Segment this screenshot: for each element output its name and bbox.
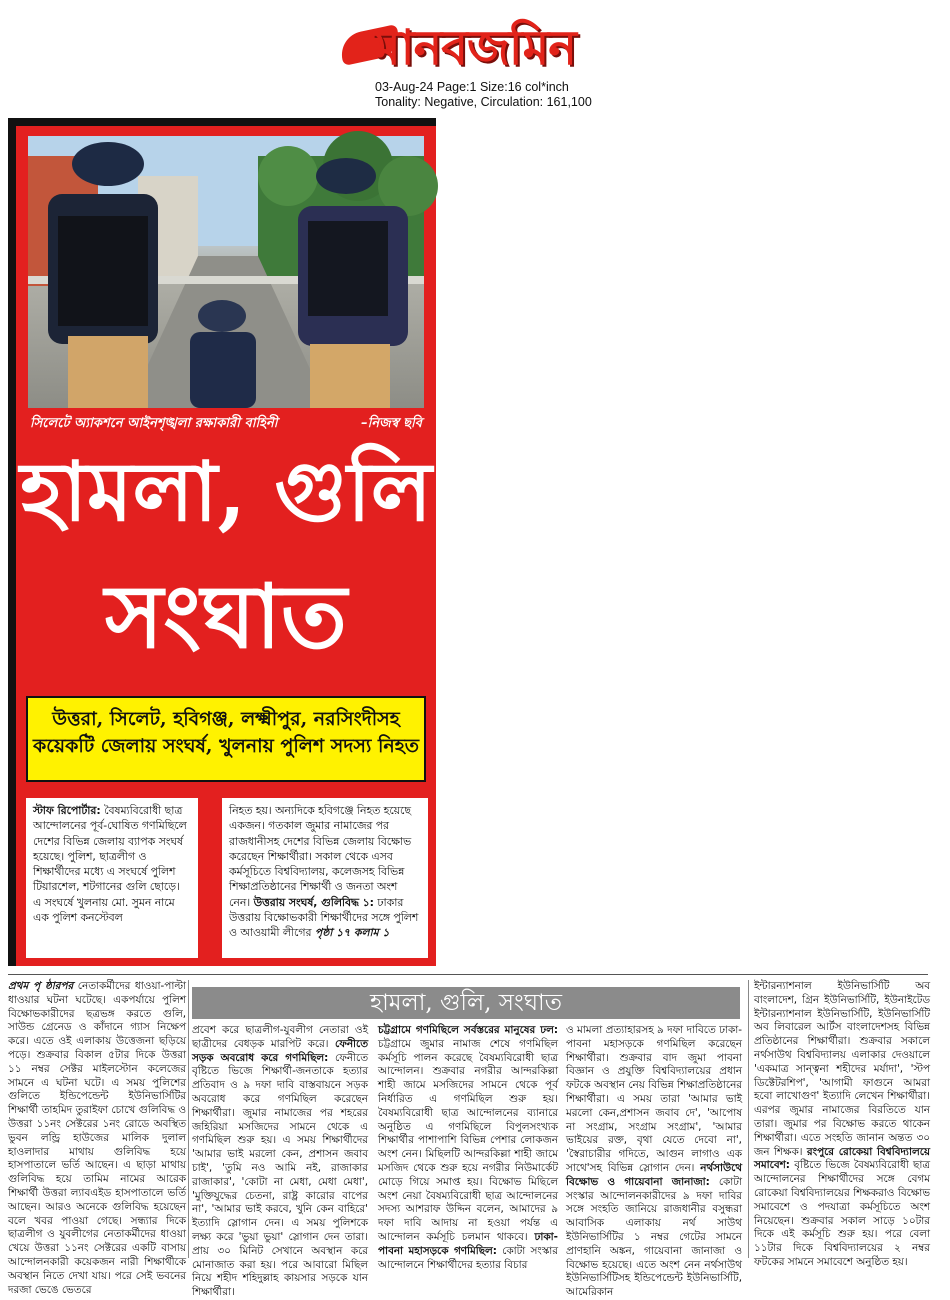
meta-size-line: 03-Aug-24 Page:1 Size:16 col*inch: [375, 80, 569, 94]
inner-col3-subtext-2: কোটা সংস্কার আন্দোলনে শিক্ষার্থীদের হত্যার বিচার: [378, 1244, 558, 1271]
subheadline-box: [26, 696, 426, 782]
column-rule: [188, 980, 189, 1258]
inner-column-4: [566, 1024, 742, 1299]
inner-col4-text: ও মামলা প্রত্যাহারসহ ৯ দফা দাবিতে ঢাকা-পাবনা মহাসড়কে গণমিছিল করেছেন শিক্ষার্থীরা। শুক্রবার বাদ জুমা পাবনা বিজ্ঞান ও প্রযুক্তি বিশ্ববিদ্যালয়ের প্রধান ফটকে অবস্থান নেয় বিভিন্ন শিক্ষাপ্রতিষ্ঠানের শিক্ষার্থীরা। এ সময় তারা 'আমার ভাই মরলো কেন,প্রশাসন জবাব দে', 'আপোষ না সংগ্রাম, সংগ্রাম সংগ্রাম', 'আমার ভাইয়ের রক্ত, বৃথা যেতে দেবো না', 'স্বৈরাচারীর গদিতে, আগুন লাগাও এক সাথে'সহ বিভিন্ন স্লোগান দেন।: [566, 1024, 742, 1174]
column-rule: [748, 980, 749, 1258]
photo-caption: [30, 414, 422, 435]
continuation-lead: প্রথম পৃ ষ্ঠারপর: [8, 980, 74, 992]
headline-line-2: সংঘাত: [105, 564, 347, 668]
section-divider: [8, 974, 928, 975]
inner-col5-subhead: রংপুরে রোকেয়া বিশ্ববিদ্যালয়ে সমাবেশ:: [754, 1145, 930, 1172]
headline-line-1: হামলা, গুলি: [20, 444, 432, 540]
inner-col2-text: প্রবেশ করে ছাত্রলীগ-যুবলীগ নেতারা ওই ছাত্রীদের বেধড়ক মারপিট করে।: [192, 1024, 368, 1050]
front-col2-subhead: উত্তরায় সংঘর্ষ, গুলিবিদ্ধ ১:: [253, 895, 374, 909]
inner-column-5: [754, 980, 930, 1268]
front-page-red-panel: [16, 126, 436, 966]
subheadline-line-1: উত্তরা, সিলেট, হবিগঞ্জ, লক্ষ্মীপুর, নরসিংদীসহ: [52, 708, 400, 730]
photo-caption-text: সিলেটে অ্যাকশনে আইনশৃঙ্খলা রক্ষাকারী বাহিনী: [30, 416, 278, 431]
inner-col4-subtext: কোটা সংস্কার আন্দোলনকারীদের ৯ দফা দাবির সঙ্গে সংহতি জানিয়ে রাজধানীর বসুন্ধরা আবাসিক এলাকায় নর্থ সাউথ ইউনিভার্সিটির ১ নম্বর গেটের সামনে প্রাণহানি অঙ্কন, গায়েবানা জানাজা ও বিক্ষোভ হয়েছে। এতে অংশ নেন নর্থসাউথ ইউনিভার্সিটিসহ ইন্ডিপেন্ডেন্ট ইউনিভার্সিটি, আমেরিকান: [566, 1175, 742, 1299]
inner-column-2: [192, 1024, 368, 1299]
front-col1-text: বৈষম্যবিরোধী ছাত্র আন্দোলনের পূর্ব-ঘোষিত গণমিছিলে দেশের বিভিন্ন জেলায় ব্যাপক সংঘর্ষ হয়েছে। পুলিশ, ছাত্রলীগ ও শিক্ষার্থীদের মধ্যে এ সংঘর্ষে পুলিশ টিয়ারশেল, শটগানের গুলি ছোড়ে। এ সংঘর্ষে খুলনায় মো. সুমন নামে এক পুলিশ কনস্টেবল: [33, 804, 187, 925]
meta-tonality-line: Tonality: Negative, Circulation: 161,100: [375, 95, 592, 109]
inner-col4-subhead: নর্থসাউথে বিক্ষোভ ও গায়েবানা জানাজা:: [566, 1161, 742, 1188]
continuation-banner: হামলা, গুলি, সংঘাত: [192, 987, 740, 1019]
clipping-meta: [375, 80, 592, 110]
logo-text: মানবজমিন: [374, 20, 576, 76]
jump-line: পৃষ্ঠা ১৭ কলাম ১: [314, 926, 390, 940]
inner-col5-text: ইন্টারন্যাশনাল ইউনিভার্সিটি অব বাংলাদেশ, গ্রিন ইউনিভার্সিটি, ইউনাইটেড ইন্টারন্যাশনাল ইউনিভার্সিটি, ইউনিভার্সিটি অব লিবারেল আর্টস বাংলাদেশসহ বিভিন্ন প্রতিষ্ঠানের শিক্ষার্থীরা। শুক্রবার সকালে নর্থসাউথ বিশ্ববিদ্যালয় এলাকার দেওয়ালে 'একমাত্র সান্ত্বনা শহীদের মর্যাদা', 'স্টপ ডিক্টেটরশিপ', 'আগামী ফাগুনে আমরা হবো লাখোগুণ' ইত্যাদি লেখেন শিক্ষার্থীরা। এরপর জুমার নামাজের বিরতিতে যান তারা। জুমার পর বিক্ষোভ করতে থাকেন শিক্ষার্থীরা। এতে সংহতি জানান অন্তত ৩০ জন শিক্ষক।: [754, 980, 930, 1158]
newspaper-logo: [340, 12, 620, 74]
inner-column-3: [378, 1024, 558, 1271]
subheadline-line-2: কয়েকটি জেলায় সংঘর্ষ, খুলনায় পুলিশ সদস্য নিহত: [32, 735, 420, 757]
photo-credit: –নিজস্ব ছবি: [361, 416, 422, 431]
inner-col2-subhead: ফেনীতে সড়ক অবরোধ করে গণমিছিল:: [192, 1037, 368, 1064]
inner-col3-subhead-2: ঢাকা-পাবনা মহাসড়কে গণমিছিল:: [378, 1230, 558, 1257]
front-col2-text: নিহত হয়। অন্যদিকে হবিগঞ্জে নিহত হয়েছে একজন। গতকাল জুমার নামাজের পর রাজধানীসহ দেশের বিভিন্ন জেলায় বিক্ষোভ করেছেন শিক্ষার্থীরা। সকাল থেকে এসব কর্মসূচিতে বিশ্ববিদ্যালয়, কলেজসহ বিভিন্ন শিক্ষাপ্রতিষ্ঠানের শিক্ষার্থী ও জনতা অংশ নেন।: [229, 804, 412, 909]
security-forces-illustration: [28, 136, 424, 408]
inner-col5-subtext: বৃষ্টিতে ভিজে বৈষম্যবিরোধী ছাত্র আন্দোলনের শিক্ষার্থীদের সঙ্গে বেগম রোকেয়া বিশ্ববিদ্যালয়ের শিক্ষকরাও বিক্ষোভ সমাবেশে ও পদযাত্রা কর্মসূচিতে অংশ নিয়েছেন। শুক্রবার সকাল সাড়ে ১০টার দিকে এই কর্মসূচি শুরু হয়। পরে বেলা ১১টার দিকে বিশ্ববিদ্যালয়ের ২ নম্বর ফটকের সামনে সমাবেশে অনুষ্ঠিত হয়।: [754, 1159, 930, 1268]
inner-col3-subhead: চট্টগ্রামে গণমিছিলে সর্বস্তরের মানুষের ঢল:: [378, 1024, 558, 1036]
inner-column-1: [8, 980, 186, 1296]
news-photo: [28, 136, 424, 408]
front-col2-subtext: ঢাকার উত্তরায় বিক্ষোভকারী শিক্ষার্থীদের সঙ্গে পুলিশ ও আওয়ামী লীগের: [229, 895, 419, 940]
byline: স্টাফ রিপোর্টার:: [33, 804, 101, 817]
inner-col3-text: চট্টগ্রামে জুমার নামাজ শেষে গণমিছিল কর্মসূচি পালন করেছে বৈষম্যবিরোধী ছাত্র আন্দোলন। শুক্রবার নগরীর আন্দরকিল্লা শাহী জামে মসজিদের সামনে থেকে পূর্ব নির্ধারিত এ গণমিছিল শুরু হয়। বৈষম্যবিরোধী ছাত্র আন্দোলনের ব্যানারে অনুষ্ঠিত এ গণমিছিলে বিপুলসংখ্যক শিক্ষার্থীর পাশাপাশি বিভিন্ন পেশার লোকজন অংশ নেন। মিছিলটি আন্দরকিল্লা শাহী জামে মসজিদ থেকে শুরু হয়ে নগরীর নিউমার্কেট মোড়ে গিয়ে সমাপ্ত হয়। বিক্ষোভ মিছিলে অংশ নেয়া বৈষম্যবিরোধী ছাত্র আন্দোলনের সদস্য আশরাফ উদ্দিন বলেন, আমাদের ৯ দফা দাবি আদায় না হওয়া পর্যন্ত এ আন্দোলন কর্মসূচি চলমান থাকবে।: [378, 1037, 558, 1243]
inner-col2-subtext: ফেনীতে বৃষ্টিতে ভিজে শিক্ষার্থী-জনতাকে হত্যার প্রতিবাদ ও ৯ দফা দাবি বাস্তবায়নে সড়ক অবরোধ করে গণমিছিল করেছেন শিক্ষার্থীরা। জুমার নামাজের পর শহরের জহিরিয়া মসজিদের সামনে থেকে এ গণমিছিল শুরু হয়। এ সময় শিক্ষার্থীদের 'আমার ভাই মরলো কেন, প্রশাসন জবাব চাই', 'তুমি নও আমি নই, রাজাকার রাজাকার', 'কোটা না মেধা, মেধা মেধা', 'মুক্তিযুদ্ধের চেতনা, রাষ্ট্র কারোর বাপের না', 'আমার ভাই করবে, খুনি কেন বাহিরে' ইত্যাদি স্লোগান দেন। এ সময় পুলিশকে লক্ষ্য করে 'ভুয়া ভুয়া' স্লোগান দেন তারা। প্রায় ৩০ মিনিট সেখানে অবস্থান করে মোনাজাত করা হয়। পরে আবারো মিছিল নিয়ে শহীদ শহিদুল্লাহ কায়সার সড়কে যান শিক্ষার্থীরা।: [192, 1051, 368, 1299]
inner-col1-text: নেতাকর্মীদের ধাওয়া-পাল্টা ধাওয়ার ঘটনা ঘটেছে। একপর্যায়ে পুলিশ বিক্ষোভকারীদের ছত্রভঙ্গ করতে গুলি, সাউন্ড গ্রেনেড ও কাঁদানে গ্যাস নিক্ষেপ করে। এতে ওই এলাকায় উত্তেজনা ছড়িয়ে পড়ে। শুক্রবার বিকাল ৫টার দিকে উত্তরা ১১ নম্বর সেক্টর মাইলস্টোন কলেজের সামনে এ ঘটনা ঘটে। এ সময় পুলিশের গুলিতে ইন্ডিপেন্ডেন্ট ইউনিভার্সিটির শিক্ষার্থী তাহমিদ তুরাইফা চোখে গুলিবিদ্ধ ও উত্তরা ১১নং সেক্টরের ১নং রোডে অবস্থিত ভুবন লন্ড্রি হাউজের মালিক দুলাল হাওলাদার মাথায় গুলিবিদ্ধ হয়ে হাসপাতালে ভর্তি আছেন। এ ছাড়া মাথায় গুলিবিদ্ধ হয়ে তামিম নামের আরেক শিক্ষার্থী উত্তরা ল্যাবএইড হাসপাতালে ভর্তি আছেন। আরও অনেকে গুলিবিদ্ধ হয়েছেন বলে খবর পাওয়া গেছে। সন্ধ্যার দিকে ছাত্রলীগ ও যুবলীগের নেতাকর্মীদের ধাওয়া খেয়ে উত্তরা ১১নং সেক্টরের একটি বাসায় আন্দোলনকারী কয়েকজন নারী শিক্ষার্থীকে অবস্থান নিতে দেখা যায়। পরে সেই ভবনের দরজা ভেঙে ভেতরে: [8, 980, 186, 1296]
masthead: [0, 0, 950, 112]
front-text-column-1: [26, 798, 198, 958]
front-page-clipping: [8, 118, 436, 966]
front-text-column-2: [222, 798, 428, 958]
